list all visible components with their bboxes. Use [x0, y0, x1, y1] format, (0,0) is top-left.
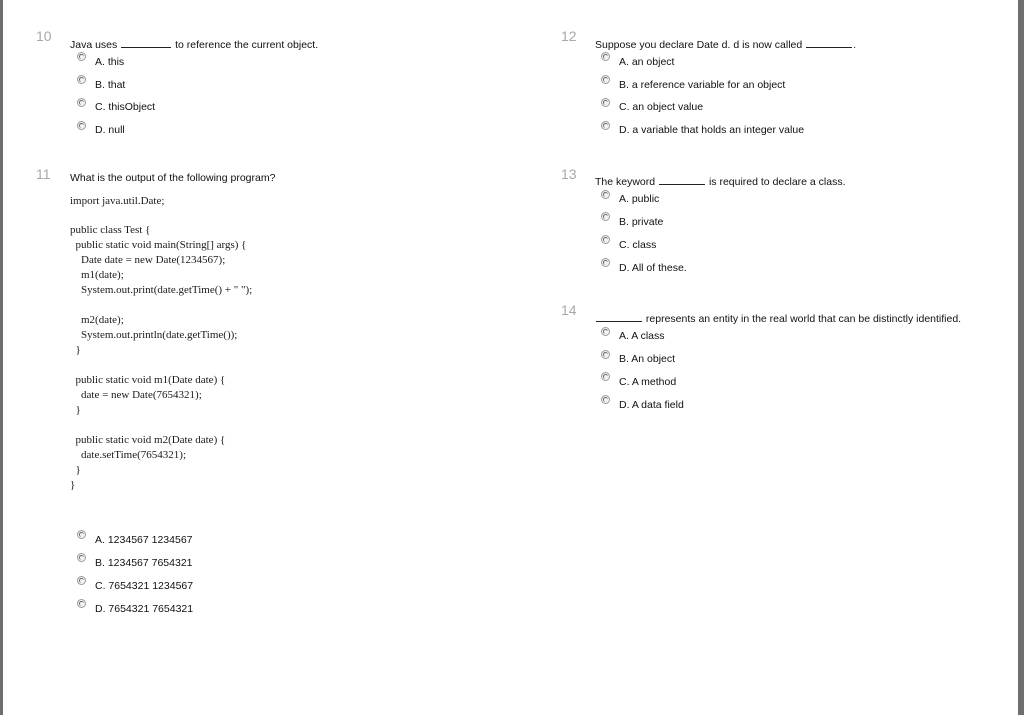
code-line: System.out.print(date.getTime() + " ");	[70, 284, 253, 296]
blank-line	[596, 312, 642, 322]
question-text-after: is required to declare a class.	[708, 176, 846, 188]
question-number: 14	[561, 302, 577, 318]
option-label: B. private	[619, 216, 664, 228]
question-text-after: .	[853, 39, 857, 51]
option-label: D. a variable that holds an integer value	[619, 124, 805, 136]
radio-option-d[interactable]	[77, 121, 86, 130]
code-line: Date date = new Date(1234567);	[70, 254, 226, 266]
code-line: public static void main(String[] args) {	[70, 239, 247, 251]
question-text	[595, 175, 846, 188]
option-label: C. class	[619, 239, 657, 251]
question-text-before: Suppose you declare Date d. d is now called	[595, 39, 803, 51]
radio-option-b[interactable]	[77, 75, 86, 84]
option-label: B. that	[95, 79, 126, 91]
question-text	[595, 38, 856, 51]
question-number: 11	[36, 166, 51, 182]
radio-option-c[interactable]	[77, 576, 86, 585]
code-line: public static void m2(Date date) {	[70, 434, 226, 446]
code-line: date = new Date(7654321);	[70, 389, 202, 401]
code-line: public static void m1(Date date) {	[70, 374, 226, 386]
code-line: }	[70, 479, 76, 491]
radio-option-c[interactable]	[601, 372, 610, 381]
radio-option-b[interactable]	[601, 350, 610, 359]
radio-option-a[interactable]	[601, 190, 610, 199]
radio-option-c[interactable]	[601, 98, 610, 107]
code-line: }	[70, 404, 81, 416]
radio-option-a[interactable]	[77, 530, 86, 539]
option-label: D. null	[95, 124, 125, 136]
option-label: C. thisObject	[95, 101, 156, 113]
question-text	[70, 38, 318, 51]
radio-option-a[interactable]	[601, 52, 610, 61]
code-line: m1(date);	[70, 269, 124, 281]
option-label: D. 7654321 7654321	[95, 603, 194, 615]
question-number: 10	[36, 28, 52, 44]
blank-line	[806, 38, 852, 48]
option-label: B. An object	[619, 353, 676, 365]
radio-option-a[interactable]	[601, 327, 610, 336]
code-line: date.setTime(7654321);	[70, 449, 186, 461]
option-label: C. A method	[619, 376, 677, 388]
radio-option-b[interactable]	[601, 212, 610, 221]
radio-option-b[interactable]	[77, 553, 86, 562]
radio-option-d[interactable]	[601, 258, 610, 267]
radio-option-d[interactable]	[601, 395, 610, 404]
question-number: 12	[561, 28, 577, 44]
option-label: D. All of these.	[619, 262, 687, 274]
option-label: D. A data field	[619, 399, 684, 411]
radio-option-d[interactable]	[77, 599, 86, 608]
option-label: A. 1234567 1234567	[95, 534, 193, 546]
radio-option-a[interactable]	[77, 52, 86, 61]
question-text-after: represents an entity in the real world that can be distinctly identified.	[645, 313, 962, 325]
blank-line	[121, 38, 171, 48]
radio-option-d[interactable]	[601, 121, 610, 130]
option-label: A. this	[95, 56, 125, 68]
code-line: public class Test {	[70, 224, 151, 236]
option-label: A. public	[619, 193, 660, 205]
option-label: B. a reference variable for an object	[619, 79, 786, 91]
code-line: }	[70, 464, 81, 476]
radio-option-c[interactable]	[77, 98, 86, 107]
blank-line	[659, 175, 705, 185]
option-label: B. 1234567 7654321	[95, 557, 193, 569]
question-text-before: Java uses	[70, 39, 118, 51]
option-label: C. 7654321 1234567	[95, 580, 194, 592]
question-text: What is the output of the following program?	[70, 172, 276, 184]
option-label: A. an object	[619, 56, 675, 68]
radio-option-c[interactable]	[601, 235, 610, 244]
right-border	[1018, 0, 1024, 715]
question-number: 13	[561, 166, 577, 182]
left-border	[0, 0, 3, 715]
question-text-before: The keyword	[595, 176, 656, 188]
question-text-after: to reference the current object.	[175, 39, 319, 51]
option-label: A. A class	[619, 330, 665, 342]
code-line: }	[70, 344, 81, 356]
code-line: import java.util.Date;	[70, 195, 165, 207]
question-text	[595, 312, 961, 325]
radio-option-b[interactable]	[601, 75, 610, 84]
option-label: C. an object value	[619, 101, 704, 113]
code-line: m2(date);	[70, 314, 124, 326]
code-line: System.out.println(date.getTime());	[70, 329, 238, 341]
